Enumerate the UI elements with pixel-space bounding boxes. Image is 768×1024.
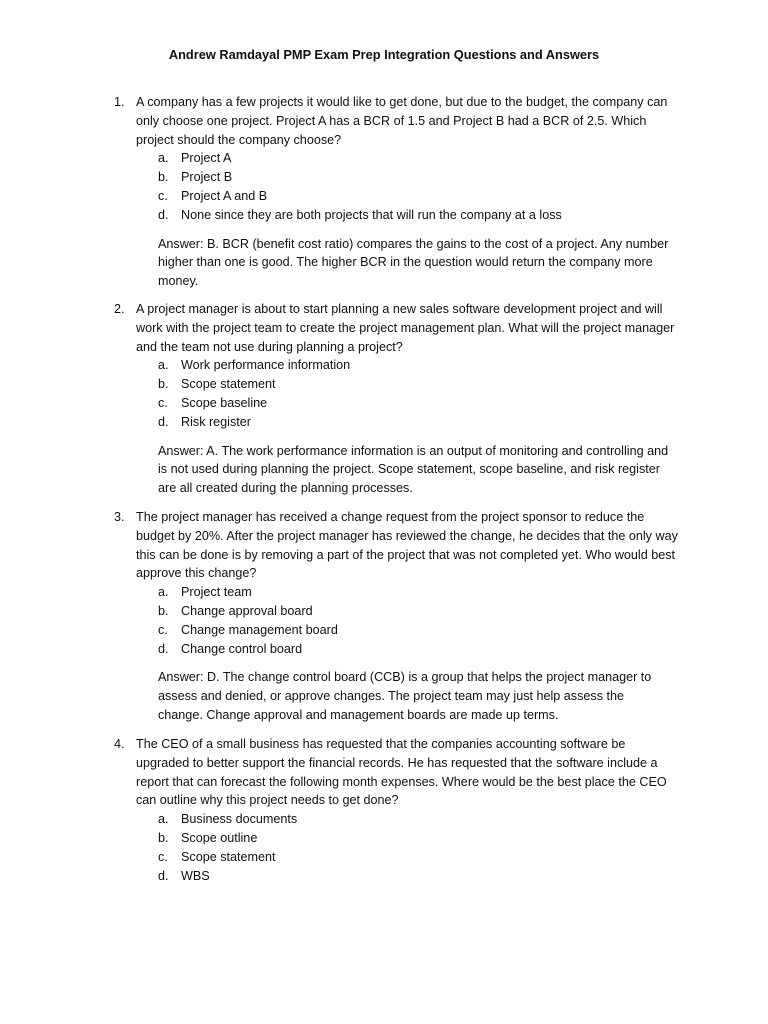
option-text: Work performance information xyxy=(181,358,351,373)
option-b xyxy=(0,829,768,848)
question-number: 4. xyxy=(114,737,125,751)
option-label: d. xyxy=(158,207,169,222)
question-text: The CEO of a small business has requested that the companies accounting software be upgraded to better support the financial records. He has requested that the software include a report that can forecast the following month expenses. Where would be the best place the CEO can outline why this project needs to get done? xyxy=(136,737,667,808)
question-text: A project manager is about to start planning a new sales software development project and will work with the project team to create the project management plan. What will the project manager and the team not use during planning a project? xyxy=(136,302,675,354)
answer-text: Answer: B. BCR (benefit cost ratio) compares the gains to the cost of a project. Any number higher than one is good. The higher BCR in the question would return the company more money. xyxy=(158,236,669,289)
option-label: b. xyxy=(158,377,169,392)
option-b xyxy=(0,168,768,187)
option-c xyxy=(0,848,768,867)
option-text: Project A xyxy=(181,151,232,166)
option-label: d. xyxy=(158,641,169,656)
option-a xyxy=(0,356,768,375)
question-1 xyxy=(0,93,768,291)
option-text: Business documents xyxy=(181,812,298,827)
option-list xyxy=(0,810,768,885)
option-label: b. xyxy=(158,170,169,185)
option-list xyxy=(0,356,768,431)
option-text: WBS xyxy=(181,868,210,883)
option-c xyxy=(0,621,768,640)
option-c xyxy=(0,394,768,413)
option-text: Change control board xyxy=(181,641,303,656)
option-label: c. xyxy=(158,188,168,203)
option-text: Risk register xyxy=(181,414,251,429)
option-label: a. xyxy=(158,151,169,166)
option-text: Change management board xyxy=(181,622,338,637)
option-text: Project A and B xyxy=(181,188,268,203)
question-number: 2. xyxy=(114,302,125,316)
option-label: a. xyxy=(158,585,169,600)
option-d xyxy=(0,867,768,886)
question-text: A company has a few projects it would like to get done, but due to the budget, the company can only choose one project. Project A has a BCR of 1.5 and Project B had a BCR of 2.5. Which project should the company choose? xyxy=(136,95,668,147)
option-text: Project team xyxy=(181,585,252,600)
question-4 xyxy=(0,735,768,885)
option-b xyxy=(0,602,768,621)
option-label: a. xyxy=(158,812,169,827)
option-label: b. xyxy=(158,830,169,845)
option-d xyxy=(0,206,768,225)
option-text: Change approval board xyxy=(181,603,313,618)
option-list xyxy=(0,583,768,658)
option-list xyxy=(0,149,768,224)
document-title: Andrew Ramdayal PMP Exam Prep Integration Questions and Answers xyxy=(168,47,600,62)
option-a xyxy=(0,810,768,829)
option-text: Scope baseline xyxy=(181,395,268,410)
option-text: Scope statement xyxy=(181,377,276,392)
option-a xyxy=(0,583,768,602)
option-d xyxy=(0,413,768,432)
question-text: The project manager has received a change request from the project sponsor to reduce the budget by 20%. After the project manager has reviewed the change, he decides that the only way this can be done is by removing a part of the project that was not completed yet. Who would best approve this change? xyxy=(136,510,678,581)
question-2 xyxy=(0,300,768,498)
option-label: c. xyxy=(158,622,168,637)
option-text: Scope statement xyxy=(181,849,276,864)
option-label: b. xyxy=(158,603,169,618)
question-number: 1. xyxy=(114,95,125,109)
option-label: c. xyxy=(158,395,168,410)
option-text: Project B xyxy=(181,170,233,185)
answer-text: Answer: A. The work performance information is an output of monitoring and controlling and is not used during planning the project. Scope statement, scope baseline, and risk register are all created during the planning processes. xyxy=(158,443,669,496)
option-text: None since they are both projects that will run the company at a loss xyxy=(181,207,562,222)
option-text: Scope outline xyxy=(181,830,258,845)
answer-text: Answer: D. The change control board (CCB) is a group that helps the project manager to assess and denied, or approve changes. The project team may just help assess the change. Change approval and management boards are made up terms. xyxy=(158,670,652,722)
option-label: c. xyxy=(158,849,168,864)
option-d xyxy=(0,640,768,659)
option-label: d. xyxy=(158,868,169,883)
question-number: 3. xyxy=(114,510,125,524)
option-b xyxy=(0,375,768,394)
option-a xyxy=(0,149,768,168)
option-label: d. xyxy=(158,414,169,429)
option-label: a. xyxy=(158,358,169,373)
option-c xyxy=(0,187,768,206)
question-3 xyxy=(0,508,768,725)
